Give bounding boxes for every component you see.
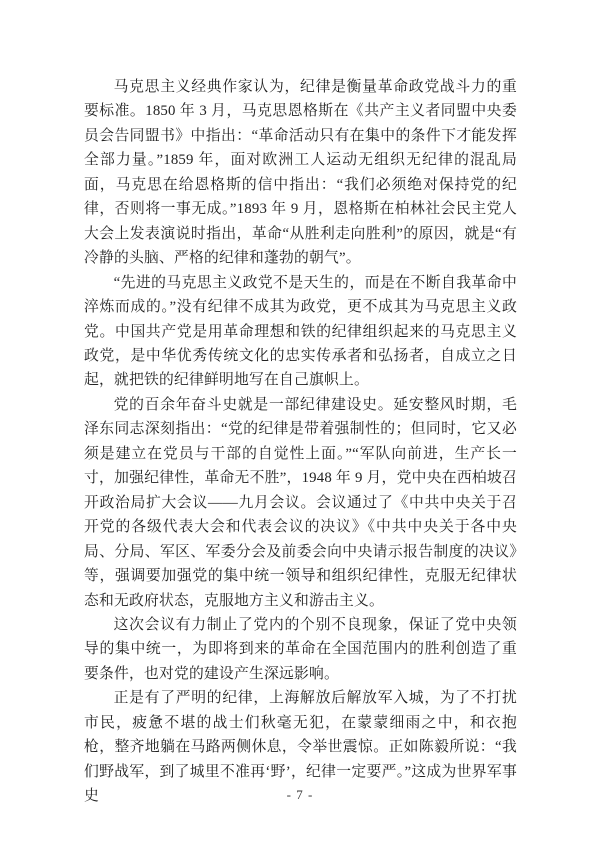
paragraph-meeting-effect: 这次会议有力制止了党内的个别不良现象，保证了党中央领导的集中统一，为即将到来的革命在全国范围内的胜利创造了重要条件，也对党的建设产生深远影响。 — [84, 616, 517, 682]
page-number: - 7 - — [286, 787, 314, 802]
paragraph-discipline-history: 党的百余年奋斗史就是一部纪律建设史。延安整风时期，毛泽东同志深刻指出：“党的纪律是带着强制性的；但同时，它又必须是建立在党员与干部的自觉性上面。”“军队向前进，生产长一寸，加强纪律性，革命无不胜”，1948 年 9 月，党中央在西柏坡召开政治局扩大会议——九月会议。会议通过了《中共中央关于召开党的各级代表大会和代表会议的决议》《中共中央关于各中央局、分局、军区、军委分会及前委会向中央请示报告制度的决议》等，强调要加强党的集中统一领导和组织纪律性，克服无纪律状态和无政府状态，克服地方主义和游击主义。 — [84, 396, 517, 609]
document-body — [84, 75, 517, 809]
paragraph-shanghai-liberation: 正是有了严明的纪律，上海解放后解放军入城，为了不打扰市民，疲惫不堪的战士们秋毫无犯，在蒙蒙细雨之中，和衣抱枪，整齐地躺在马路两侧休息，令举世震惊。正如陈毅所说：“我们野战军，到了城里不准再‘野’，纪律一定要严。”这成为世界军事史 — [84, 690, 517, 805]
paragraph-advanced-party: “先进的马克思主义政党不是天生的，而是在不断自我革命中淬炼而成的。”没有纪律不成其为政党，更不成其为马克思主义政党。中国共产党是用革命理想和铁的纪律组织起来的马克思主义政党，是中华优秀传统文化的忠实传承者和弘扬者，自成立之日起，就把铁的纪律鲜明地写在自己旗帜上。 — [84, 274, 517, 389]
paragraph-marxist-classics: 马克思主义经典作家认为，纪律是衡量革命政党战斗力的重要标准。1850 年 3 月，马克思恩格斯在《共产主义者同盟中央委员会告同盟书》中指出：“革命活动只有在集中的条件下才能发挥全部力量。”1859 年，面对欧洲工人运动无组织无纪律的混乱局面，马克思在给恩格斯的信中指出：“我们必须绝对保持党的纪律，否则将一事无成。”1893 年 9 月，恩格斯在柏林社会民主党人大会上发表演说时指出，革命“从胜利走向胜利”的原因，就是“有冷静的头脑、严格的纪律和蓬勃的朝气”。 — [84, 79, 517, 267]
